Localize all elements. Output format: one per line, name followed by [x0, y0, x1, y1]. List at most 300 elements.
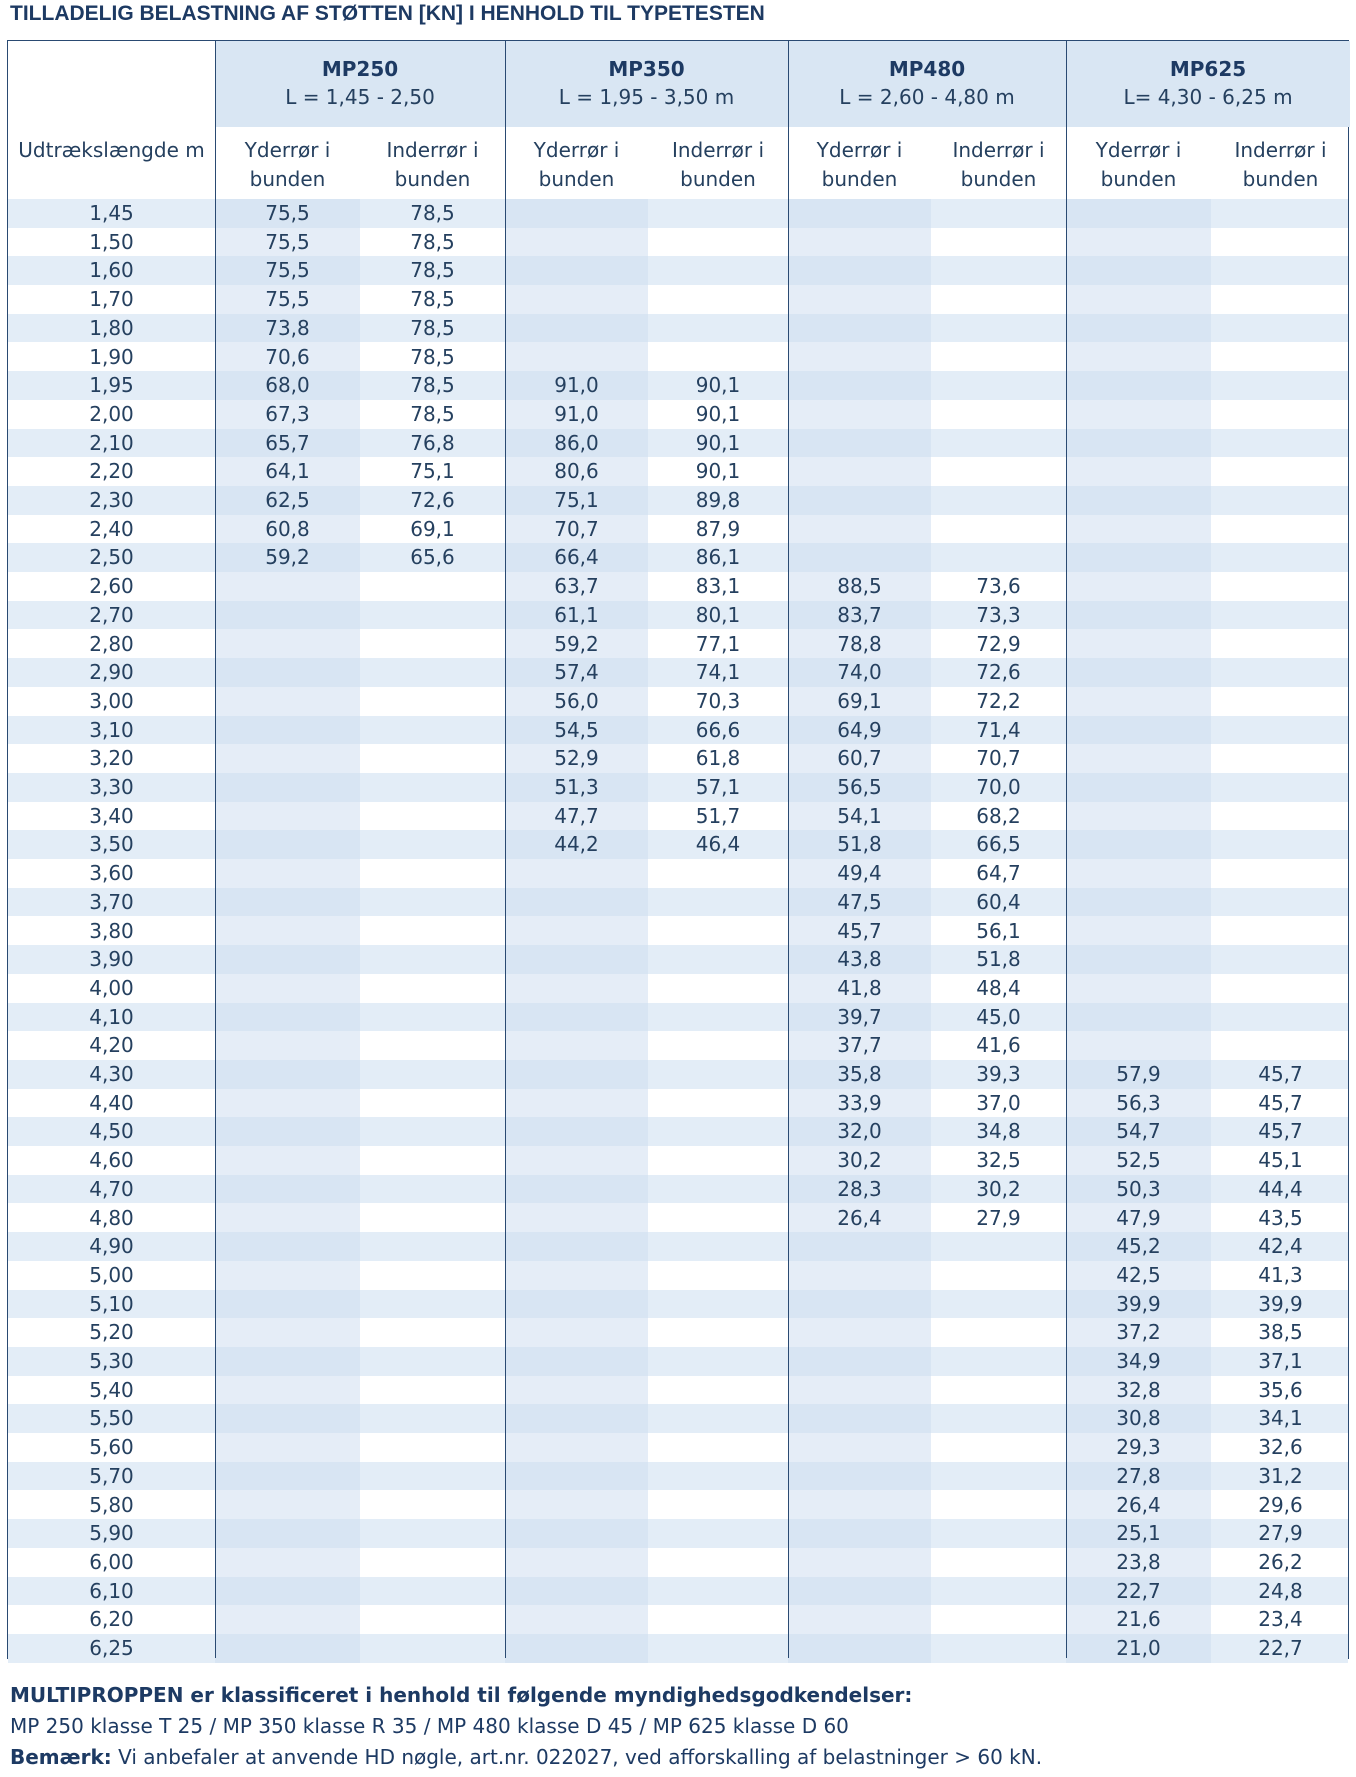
load-value-cell	[788, 1290, 931, 1319]
load-value-cell: 88,5	[837, 574, 882, 599]
load-value-cell	[1211, 917, 1350, 946]
load-value-cell: 51,8	[837, 832, 882, 857]
load-value-cell	[1066, 658, 1211, 687]
length-cell: 4,50	[89, 1119, 134, 1144]
load-value-cell	[1066, 945, 1211, 974]
load-value-cell: 70,6	[265, 344, 310, 369]
load-value-cell: 78,5	[410, 287, 455, 312]
load-value-cell	[648, 1232, 788, 1261]
load-value-cell	[648, 1261, 788, 1290]
load-value-cell: 26,4	[1116, 1492, 1161, 1517]
load-value-cell: 70,7	[976, 746, 1021, 771]
load-value-cell	[788, 1634, 931, 1663]
load-value-cell	[1066, 343, 1211, 372]
load-value-cell	[931, 256, 1066, 285]
load-value-cell	[931, 1404, 1066, 1433]
load-value-cell: 74,0	[837, 660, 882, 685]
inner-tube-header: Inderrør i bunden	[671, 138, 765, 191]
load-value-cell	[1211, 285, 1350, 314]
load-value-cell	[215, 1204, 360, 1233]
length-cell: 5,00	[89, 1262, 134, 1287]
load-value-cell	[505, 888, 648, 917]
load-value-cell	[648, 1605, 788, 1634]
load-value-cell	[505, 285, 648, 314]
length-cell: 4,60	[89, 1148, 134, 1173]
load-value-cell	[648, 974, 788, 1003]
load-value-cell	[648, 285, 788, 314]
load-value-cell: 54,7	[1116, 1119, 1161, 1144]
load-value-cell: 45,1	[1258, 1148, 1303, 1173]
load-value-cell	[1066, 429, 1211, 458]
length-cell: 2,70	[89, 602, 134, 627]
load-value-cell	[505, 1376, 648, 1405]
load-value-cell	[931, 1318, 1066, 1347]
load-value-cell: 70,7	[554, 516, 599, 541]
load-value-cell	[648, 1290, 788, 1319]
load-value-cell: 32,5	[976, 1148, 1021, 1173]
load-value-cell: 68,2	[976, 803, 1021, 828]
length-cell: 2,50	[89, 545, 134, 570]
load-value-cell	[505, 945, 648, 974]
load-value-cell	[788, 199, 931, 228]
load-value-cell	[215, 974, 360, 1003]
load-value-cell	[648, 1548, 788, 1577]
load-value-cell	[360, 945, 505, 974]
load-value-cell	[360, 1404, 505, 1433]
length-cell: 2,20	[89, 459, 134, 484]
load-value-cell	[931, 285, 1066, 314]
load-value-cell	[360, 1031, 505, 1060]
load-value-cell: 64,1	[265, 459, 310, 484]
load-value-cell	[648, 917, 788, 946]
load-value-cell: 78,5	[410, 229, 455, 254]
load-value-cell: 34,1	[1258, 1406, 1303, 1431]
load-value-cell	[505, 1060, 648, 1089]
load-value-cell	[505, 1261, 648, 1290]
load-value-cell	[648, 945, 788, 974]
load-value-cell: 75,5	[265, 201, 310, 225]
load-value-cell: 66,5	[976, 832, 1021, 857]
load-value-cell	[931, 1290, 1066, 1319]
load-value-cell: 23,4	[1258, 1607, 1303, 1632]
load-value-cell	[1211, 687, 1350, 716]
length-cell: 3,30	[89, 775, 134, 799]
load-value-cell	[931, 1433, 1066, 1462]
load-value-cell: 61,8	[695, 746, 741, 771]
load-value-cell	[1066, 256, 1211, 285]
load-value-cell: 26,2	[1258, 1549, 1303, 1574]
load-value-cell	[360, 830, 505, 859]
load-value-cell: 54,1	[837, 803, 882, 828]
load-value-cell: 30,2	[976, 1176, 1021, 1201]
outer-tube-header: Yderrør i bunden	[816, 138, 903, 191]
load-value-cell: 33,9	[837, 1090, 882, 1115]
load-value-cell: 66,4	[554, 545, 599, 570]
length-cell: 4,10	[89, 1004, 134, 1029]
length-cell: 5,30	[89, 1349, 134, 1373]
load-value-cell	[1211, 1003, 1350, 1032]
load-value-cell	[931, 543, 1066, 572]
load-value-cell	[788, 1318, 931, 1347]
product-range: L = 1,45 - 2,50	[285, 85, 435, 109]
load-value-cell	[648, 1089, 788, 1118]
load-value-cell	[215, 1462, 360, 1491]
load-value-cell: 60,7	[837, 746, 882, 771]
load-value-cell	[505, 859, 648, 888]
load-value-cell: 83,7	[837, 602, 882, 627]
load-value-cell	[788, 1433, 931, 1462]
length-cell: 2,80	[89, 631, 134, 656]
load-value-cell	[648, 1060, 788, 1089]
load-value-cell: 42,5	[1116, 1262, 1161, 1287]
length-cell: 4,40	[89, 1090, 134, 1115]
load-value-cell: 48,4	[976, 975, 1021, 1000]
load-value-cell	[788, 457, 931, 486]
load-value-cell: 56,3	[1116, 1090, 1161, 1115]
load-value-cell: 46,4	[695, 832, 741, 857]
load-value-cell	[1066, 630, 1211, 659]
load-value-cell	[931, 343, 1066, 372]
length-cell: 6,25	[89, 1636, 134, 1660]
load-value-cell	[505, 1031, 648, 1060]
load-value-cell: 73,3	[976, 602, 1021, 627]
product-range: L = 2,60 - 4,80 m	[839, 85, 1015, 109]
load-value-cell	[1211, 744, 1350, 773]
load-value-cell	[215, 601, 360, 630]
length-cell: 3,80	[89, 918, 134, 943]
load-value-cell: 44,4	[1258, 1176, 1303, 1201]
load-value-cell	[788, 486, 931, 515]
load-value-cell	[648, 1031, 788, 1060]
load-value-cell	[360, 630, 505, 659]
load-value-cell	[505, 1577, 648, 1606]
load-value-cell: 78,5	[410, 373, 455, 398]
load-value-cell	[215, 1146, 360, 1175]
load-value-cell	[360, 716, 505, 745]
length-cell: 1,50	[89, 229, 134, 254]
load-value-cell	[215, 830, 360, 859]
load-value-cell	[215, 1519, 360, 1548]
load-value-cell: 78,5	[410, 401, 455, 426]
length-cell: 1,60	[89, 258, 134, 283]
load-value-cell: 47,9	[1116, 1205, 1161, 1230]
length-header: Udtrækslængde m	[18, 138, 205, 162]
load-value-cell	[788, 400, 931, 429]
length-cell: 3,50	[89, 832, 134, 857]
load-value-cell	[505, 343, 648, 372]
length-cell: 1,90	[89, 344, 134, 369]
length-cell: 4,70	[89, 1176, 134, 1201]
length-cell: 1,95	[89, 373, 134, 398]
length-cell: 5,50	[89, 1406, 134, 1431]
load-value-cell	[360, 802, 505, 831]
load-value-cell: 87,9	[695, 516, 741, 541]
load-value-cell: 30,8	[1116, 1406, 1161, 1431]
load-value-cell: 35,6	[1258, 1377, 1303, 1402]
load-value-cell	[215, 917, 360, 946]
load-value-cell	[931, 457, 1066, 486]
load-value-cell: 78,8	[837, 631, 882, 656]
load-value-cell: 57,9	[1116, 1062, 1161, 1086]
load-value-cell: 64,7	[976, 861, 1021, 886]
load-value-cell	[215, 658, 360, 687]
load-value-cell	[505, 256, 648, 285]
load-value-cell: 56,1	[976, 918, 1021, 943]
product-range: L= 4,30 - 6,25 m	[1123, 85, 1293, 109]
load-value-cell	[505, 1003, 648, 1032]
load-value-cell	[648, 859, 788, 888]
load-value-cell	[788, 1519, 931, 1548]
footer-heading: MULTIPROPPEN er klassificeret i henhold til følgende myndighedsgodkendelser:	[10, 1683, 913, 1707]
load-value-cell	[648, 1634, 788, 1663]
load-value-cell	[788, 1347, 931, 1376]
load-value-cell	[505, 199, 648, 228]
length-cell: 2,00	[89, 401, 134, 426]
load-value-cell: 78,5	[410, 258, 455, 283]
load-value-cell: 90,1	[695, 459, 741, 484]
load-value-cell: 83,1	[695, 574, 741, 599]
load-value-cell	[788, 1376, 931, 1405]
load-value-cell: 50,3	[1116, 1176, 1161, 1201]
load-value-cell	[215, 1318, 360, 1347]
load-value-cell: 67,3	[265, 401, 310, 426]
load-value-cell	[215, 687, 360, 716]
load-value-cell	[505, 1433, 648, 1462]
load-value-cell	[931, 1232, 1066, 1261]
load-value-cell	[215, 1031, 360, 1060]
load-value-cell	[215, 1232, 360, 1261]
load-value-cell: 51,8	[976, 947, 1021, 972]
length-cell: 2,40	[89, 516, 134, 541]
length-cell: 5,40	[89, 1377, 134, 1402]
product-range: L = 1,95 - 3,50 m	[558, 85, 735, 109]
product-name: MP250	[321, 57, 399, 81]
load-value-cell	[505, 1519, 648, 1548]
load-value-cell: 41,3	[1258, 1262, 1303, 1287]
load-value-cell: 41,6	[976, 1033, 1021, 1058]
load-value-cell	[1066, 543, 1211, 572]
load-value-cell	[360, 1290, 505, 1319]
load-value-cell: 49,4	[837, 861, 882, 886]
load-value-cell	[1211, 343, 1350, 372]
load-value-cell	[215, 1175, 360, 1204]
load-value-cell: 65,6	[410, 545, 455, 570]
load-value-cell	[215, 1433, 360, 1462]
load-value-cell: 51,7	[695, 803, 741, 828]
load-value-cell	[215, 1634, 360, 1663]
load-value-cell	[788, 314, 931, 343]
load-value-cell: 45,0	[976, 1004, 1021, 1029]
load-value-cell: 21,6	[1116, 1607, 1161, 1632]
load-value-cell	[1211, 228, 1350, 257]
load-value-cell	[1211, 716, 1350, 745]
load-value-cell: 52,9	[554, 746, 599, 771]
load-value-cell: 70,3	[695, 688, 741, 713]
load-value-cell	[505, 974, 648, 1003]
load-value-cell: 42,4	[1258, 1234, 1303, 1259]
load-value-cell	[505, 917, 648, 946]
length-cell: 1,70	[89, 287, 134, 312]
load-value-cell: 39,7	[837, 1004, 882, 1029]
load-value-cell: 91,0	[554, 373, 599, 398]
load-value-cell	[1211, 314, 1350, 343]
load-value-cell	[360, 1519, 505, 1548]
load-value-cell: 90,1	[695, 373, 741, 398]
load-value-cell	[215, 1491, 360, 1520]
inner-tube-header: Inderrør i bunden	[386, 138, 479, 191]
load-value-cell: 76,8	[410, 430, 455, 455]
load-value-cell: 51,3	[554, 775, 599, 799]
load-value-cell	[1066, 859, 1211, 888]
load-value-cell: 37,1	[1258, 1349, 1303, 1373]
load-value-cell: 80,1	[695, 602, 741, 627]
load-value-cell	[360, 1347, 505, 1376]
load-value-cell	[1066, 371, 1211, 400]
load-value-cell: 72,9	[976, 631, 1021, 656]
load-value-cell	[505, 1462, 648, 1491]
length-cell: 6,00	[89, 1549, 134, 1574]
load-value-cell	[215, 1290, 360, 1319]
load-value-cell	[505, 314, 648, 343]
load-value-cell	[1066, 802, 1211, 831]
load-value-cell	[215, 1003, 360, 1032]
load-value-cell: 32,6	[1258, 1435, 1303, 1460]
load-value-cell	[931, 1462, 1066, 1491]
load-value-cell	[648, 1175, 788, 1204]
load-value-cell	[505, 1117, 648, 1146]
load-value-cell: 34,8	[976, 1119, 1021, 1144]
load-value-cell: 56,0	[554, 688, 599, 713]
load-value-cell	[788, 371, 931, 400]
load-value-cell: 54,5	[554, 717, 599, 742]
load-value-cell	[1066, 716, 1211, 745]
load-value-cell	[931, 1577, 1066, 1606]
load-value-cell	[1066, 285, 1211, 314]
load-value-cell	[505, 1404, 648, 1433]
load-value-cell	[931, 314, 1066, 343]
load-value-cell: 75,5	[265, 287, 310, 312]
load-value-cell: 35,8	[837, 1062, 882, 1086]
load-value-cell	[931, 228, 1066, 257]
load-value-cell: 90,1	[695, 430, 741, 455]
load-value-cell: 57,4	[554, 660, 599, 685]
load-value-cell	[648, 888, 788, 917]
load-value-cell	[215, 630, 360, 659]
load-value-cell: 47,7	[554, 803, 599, 828]
load-value-cell	[1211, 400, 1350, 429]
load-value-cell	[215, 716, 360, 745]
load-value-cell: 78,5	[410, 315, 455, 340]
load-value-cell	[1211, 543, 1350, 572]
load-value-cell	[360, 1433, 505, 1462]
load-value-cell	[360, 658, 505, 687]
load-value-cell	[360, 1462, 505, 1491]
load-value-cell	[1066, 228, 1211, 257]
load-value-cell	[1211, 945, 1350, 974]
length-cell: 2,90	[89, 660, 134, 685]
load-value-cell	[215, 1548, 360, 1577]
load-value-cell	[931, 1491, 1066, 1520]
load-value-cell	[931, 1605, 1066, 1634]
load-value-cell	[215, 572, 360, 601]
load-value-cell	[1211, 974, 1350, 1003]
load-value-cell: 77,1	[695, 631, 741, 656]
load-value-cell: 38,5	[1258, 1320, 1303, 1345]
load-value-cell	[360, 687, 505, 716]
load-value-cell	[360, 1634, 505, 1663]
load-value-cell	[1211, 888, 1350, 917]
load-value-cell	[215, 773, 360, 802]
load-value-cell: 63,7	[554, 574, 599, 599]
load-value-cell: 45,2	[1116, 1234, 1161, 1259]
load-value-cell: 22,7	[1258, 1636, 1303, 1660]
length-cell: 3,60	[89, 861, 134, 886]
load-value-cell	[788, 256, 931, 285]
load-value-cell: 45,7	[837, 918, 882, 943]
load-value-cell	[788, 1261, 931, 1290]
load-value-cell: 37,0	[976, 1090, 1021, 1115]
load-value-cell	[931, 515, 1066, 544]
load-value-cell: 89,8	[695, 488, 741, 512]
load-value-cell: 22,7	[1116, 1578, 1161, 1603]
load-value-cell	[1211, 630, 1350, 659]
inner-tube-header: Inderrør i bunden	[952, 138, 1045, 191]
length-cell: 6,10	[89, 1578, 134, 1603]
load-value-cell	[1211, 601, 1350, 630]
load-value-cell: 39,9	[1258, 1291, 1303, 1316]
load-value-cell	[1211, 256, 1350, 285]
load-value-cell	[1066, 830, 1211, 859]
length-cell: 5,10	[89, 1291, 134, 1316]
load-value-cell: 86,1	[695, 545, 741, 570]
length-cell: 3,00	[89, 688, 134, 713]
load-value-cell: 59,2	[554, 631, 599, 656]
load-value-cell: 66,6	[695, 717, 741, 742]
load-value-cell: 30,2	[837, 1148, 882, 1173]
load-value-cell	[931, 486, 1066, 515]
load-value-cell: 27,9	[1258, 1521, 1303, 1546]
load-value-cell	[648, 343, 788, 372]
load-value-cell: 39,3	[976, 1062, 1021, 1086]
load-value-cell	[215, 1060, 360, 1089]
load-value-cell	[360, 1491, 505, 1520]
load-value-cell: 72,6	[976, 660, 1021, 685]
load-value-cell	[648, 228, 788, 257]
load-value-cell	[215, 1347, 360, 1376]
load-value-cell	[1211, 1031, 1350, 1060]
load-value-cell	[1211, 199, 1350, 228]
load-value-cell: 78,5	[410, 344, 455, 369]
length-cell: 3,20	[89, 746, 134, 771]
page-title: TILLADELIG BELASTNING AF STØTTEN [KN] I HENHOLD TIL TYPETESTEN	[10, 2, 765, 25]
load-value-cell	[648, 314, 788, 343]
load-value-cell: 75,5	[265, 258, 310, 283]
length-cell: 6,20	[89, 1607, 134, 1632]
load-value-cell	[505, 1146, 648, 1175]
load-value-cell	[931, 1519, 1066, 1548]
load-value-cell	[360, 888, 505, 917]
load-value-cell	[648, 1003, 788, 1032]
load-value-cell	[215, 859, 360, 888]
load-value-cell	[215, 1577, 360, 1606]
load-value-cell	[215, 1376, 360, 1405]
load-value-cell: 60,8	[265, 516, 310, 541]
load-value-cell	[1066, 1003, 1211, 1032]
load-value-cell: 90,1	[695, 401, 741, 426]
load-value-cell	[931, 400, 1066, 429]
load-value-cell: 73,6	[976, 574, 1021, 599]
load-value-cell	[360, 1232, 505, 1261]
